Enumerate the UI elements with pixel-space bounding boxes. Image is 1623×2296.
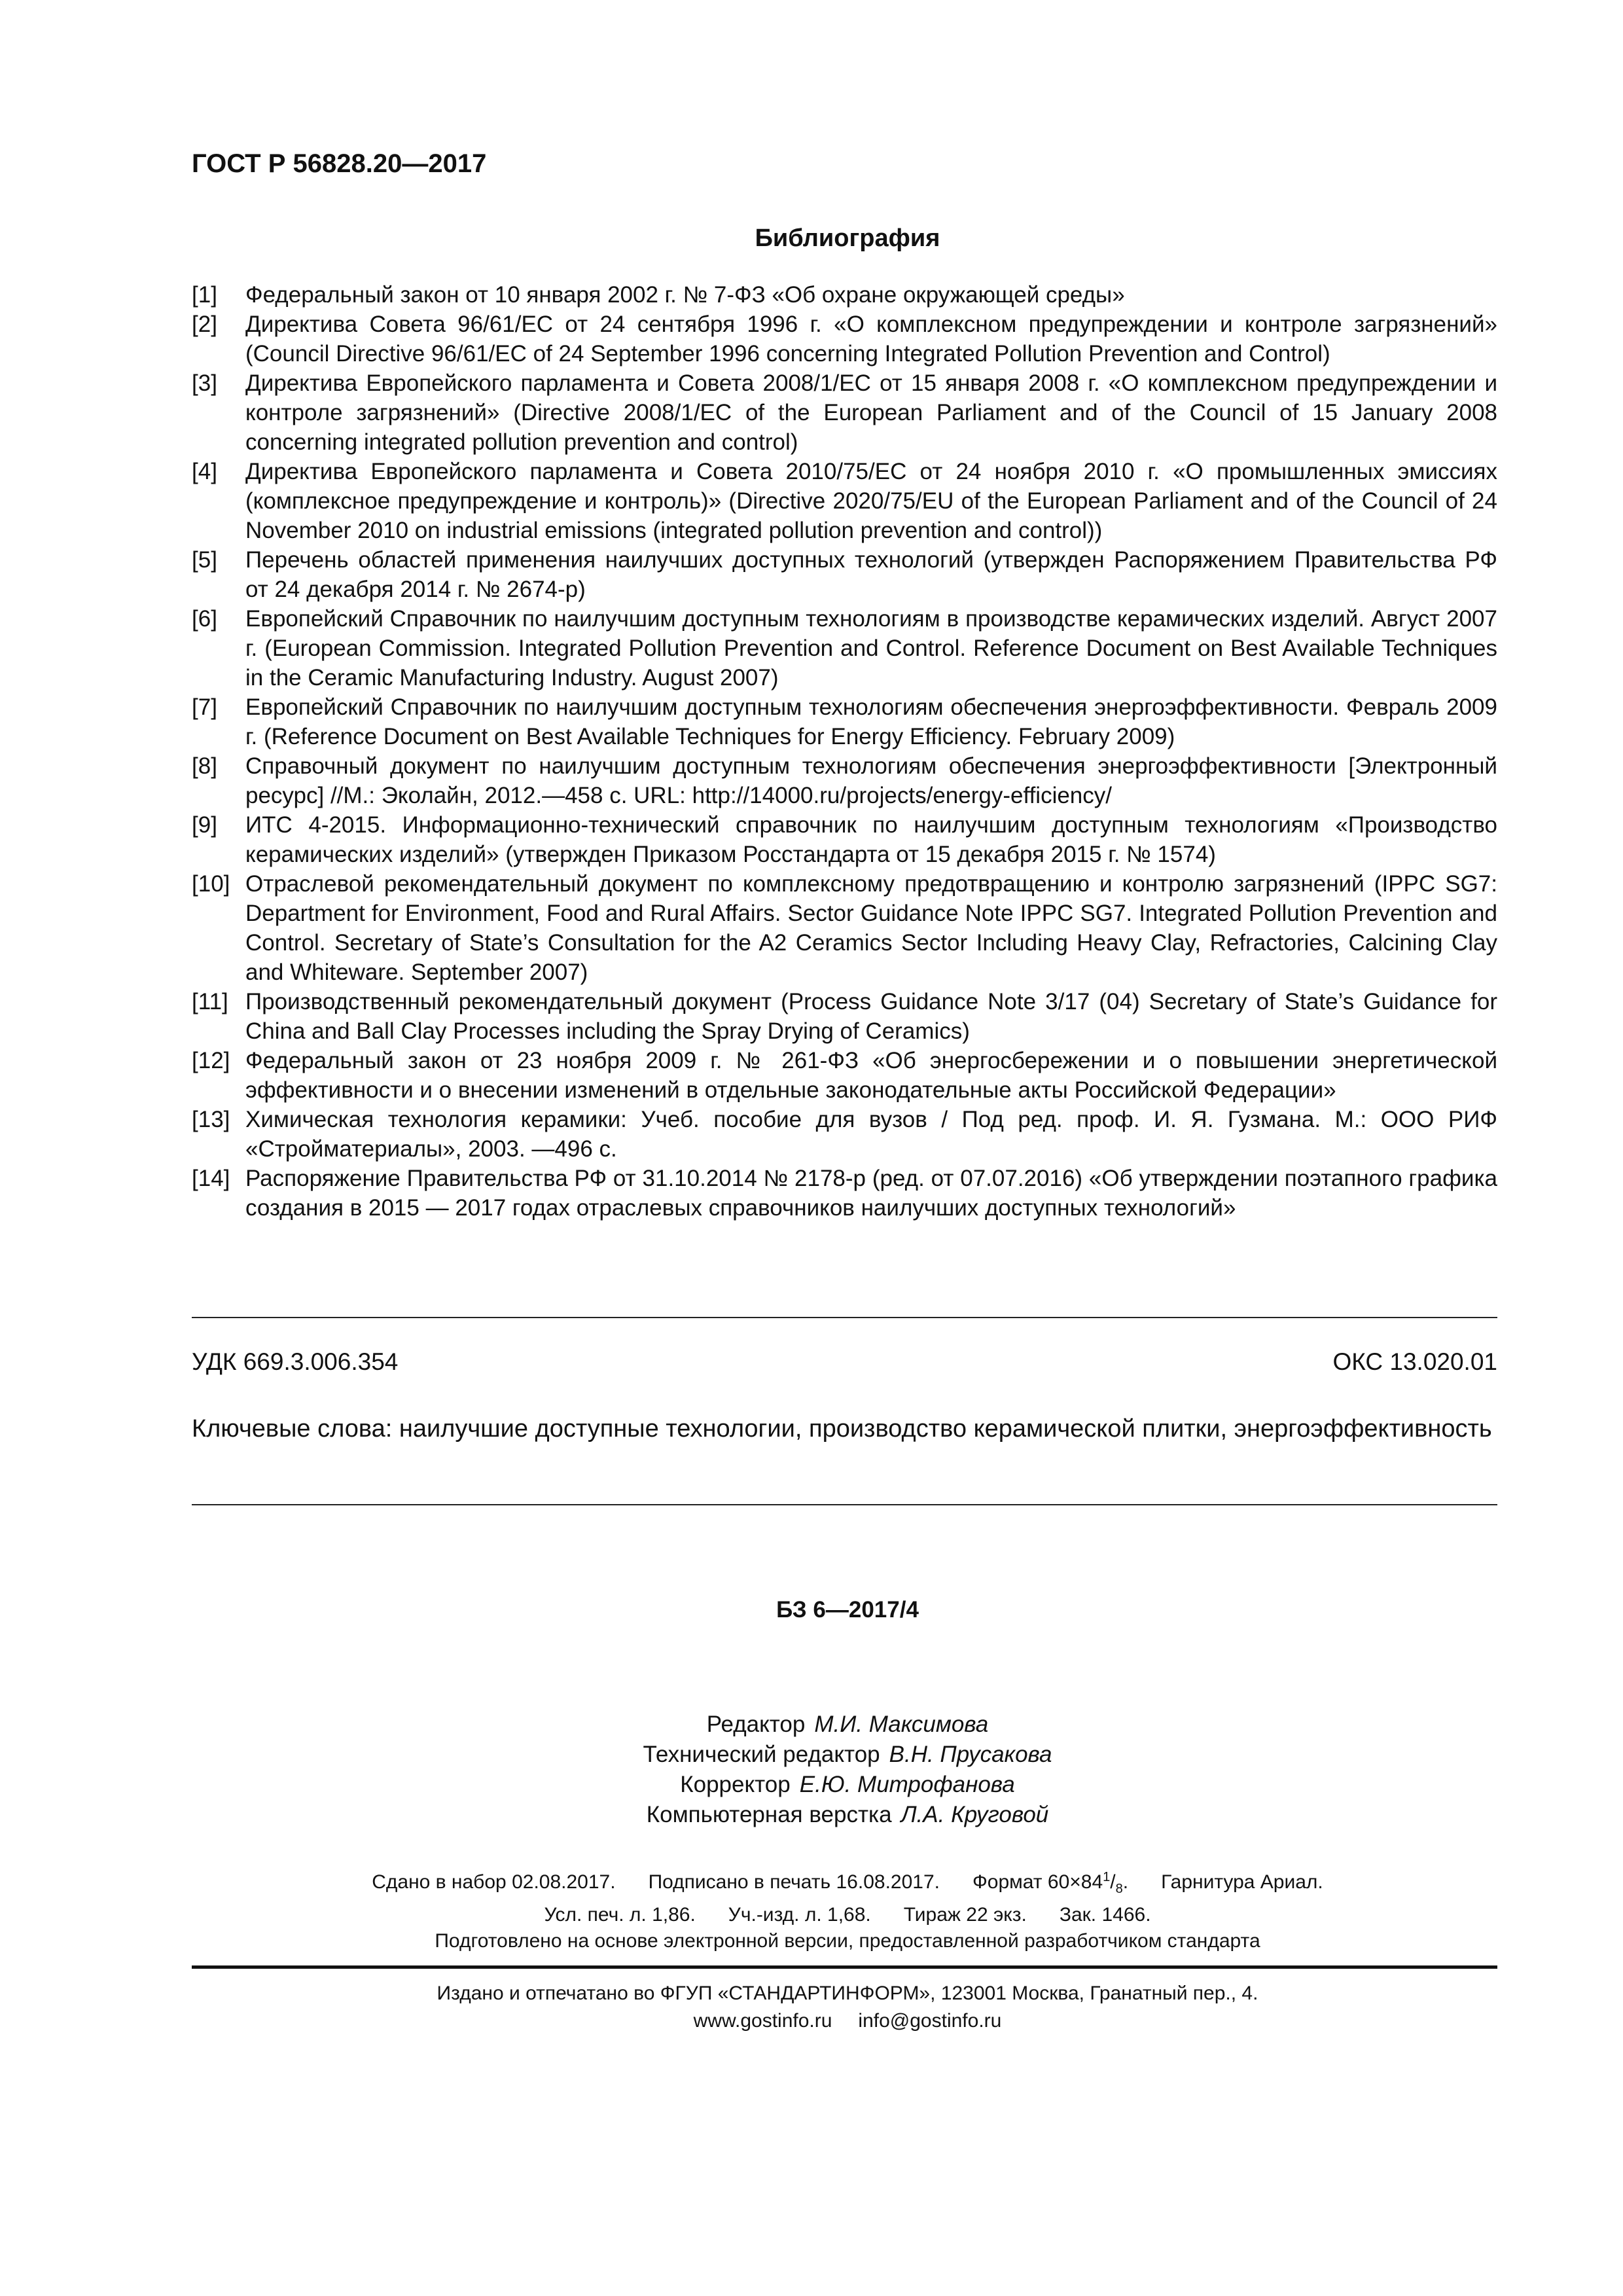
bibliography-item-number: [13] bbox=[192, 1107, 230, 1132]
publisher-contacts bbox=[0, 2007, 1623, 2035]
bibliography-item-text: Перечень областей применения наилучших доступных технологий (утвержден Распоряжением Правительства РФ от 24 декабря 2014 г. № 2674-р) bbox=[245, 547, 1497, 602]
publisher-site[interactable]: www.gostinfo.ru bbox=[693, 2010, 832, 2032]
credit-name: Л.А. Круговой bbox=[901, 1802, 1049, 1827]
imprint-line-2 bbox=[0, 1902, 1623, 1928]
bibliography-item-number: [9] bbox=[192, 812, 217, 838]
bibliography-item bbox=[192, 810, 1497, 869]
credit-line bbox=[0, 1770, 1623, 1800]
imprint-order: Зак. 1466. bbox=[1059, 1904, 1151, 1926]
bibliography-item-text: Производственный рекомендательный документ (Process Guidance Note 3/17 (04) Secretary of State’s Guidance for China and Ball Clay Processes including the Spray Drying of Ceramics) bbox=[245, 989, 1497, 1044]
keywords: Ключевые слова: наилучшие доступные технологии, производство керамической плитки, энергоэффективность bbox=[192, 1415, 1492, 1443]
imprint-sent: Сдано в набор 02.08.2017. bbox=[372, 1871, 616, 1893]
divider-keywords bbox=[192, 1504, 1497, 1505]
imprint-print-sheets: Усл. печ. л. 1,86. bbox=[544, 1904, 696, 1926]
credit-role: Компьютерная верстка bbox=[646, 1802, 892, 1827]
publisher-info bbox=[0, 1980, 1623, 2035]
publisher-email[interactable]: info@gostinfo.ru bbox=[858, 2010, 1002, 2032]
bibliography-item bbox=[192, 604, 1497, 692]
bibliography-item-text: Распоряжение Правительства РФ от 31.10.2014 № 2178-р (ред. от 07.07.2016) «Об утверждении поэтапного графика создания в 2015 — 2017 годах отраслевых справочников наилучших доступных технологий» bbox=[245, 1166, 1497, 1221]
bibliography-item bbox=[192, 751, 1497, 810]
bibliography-item bbox=[192, 1105, 1497, 1164]
udk-code: УДК 669.3.006.354 bbox=[192, 1348, 399, 1375]
bibliography-list bbox=[192, 280, 1497, 1223]
bibliography-item bbox=[192, 1164, 1497, 1223]
bibliography-item-text: Директива Совета 96/61/ЕС от 24 сентября 1996 г. «О комплексном предупреждении и контроле загрязнений» (Council Directive 96/61/EC of 24 September 1996 concerning Integrated Pollution Prevention and Control) bbox=[245, 312, 1497, 367]
imprint-prepared: Подготовлено на основе электронной версии, предоставленной разработчиком стандарта bbox=[435, 1930, 1260, 1952]
bibliography-item bbox=[192, 987, 1497, 1046]
imprint bbox=[0, 1864, 1623, 1954]
bibliography-item-number: [11] bbox=[192, 989, 228, 1014]
bibliography-item bbox=[192, 368, 1497, 457]
bibliography-item-number: [1] bbox=[192, 282, 217, 308]
bibliography-item-number: [12] bbox=[192, 1048, 230, 1073]
bibliography-item-text: Химическая технология керамики: Учеб. пособие для вузов / Под ред. проф. И. Я. Гузмана. М.: ООО РИФ «Стройматериалы», 2003. —496 с. bbox=[245, 1107, 1497, 1162]
bibliography-item-text: Справочный документ по наилучшим доступным технологиям обеспечения энергоэффективности [Электронный ресурс] //М.: Эколайн, 2012.—458 с. URL: http://14000.ru/projects/energy-efficiency/ bbox=[245, 753, 1497, 808]
bibliography-item-text: ИТС 4-2015. Информационно-технический справочник по наилучшим доступным технологиям «Производство керамических изделий» (утвержден Приказом Росстандарта от 15 декабря 2015 г. № 1574) bbox=[245, 812, 1497, 867]
bibliography-item-text: Директива Европейского парламента и Совета 2008/1/ЕС от 15 января 2008 г. «О комплексном предупреждении и контроле загрязнений» (Directive 2008/1/EC of the European Parliament and of the Council of 15 January 2008 concerning integrated pollution prevention and control) bbox=[245, 370, 1497, 455]
publisher-line: Издано и отпечатано во ФГУП «СТАНДАРТИНФОРМ», 123001 Москва, Гранатный пер., 4. bbox=[437, 1982, 1258, 2004]
imprint-line-1 bbox=[0, 1864, 1623, 1902]
divider-publisher bbox=[192, 1965, 1497, 1969]
divider-top bbox=[192, 1317, 1497, 1318]
bibliography-item-number: [10] bbox=[192, 871, 230, 897]
bibliography-item-number: [2] bbox=[192, 312, 217, 337]
bibliography-item-text: Отраслевой рекомендательный документ по комплексному предотвращению и контролю загрязнений (IPPC SG7: Department for Environment, Food and Rural Affairs. Sector Guidance Note IPPC SG7. Integrated Pollution Prevention and Control. Secretary of State’s Consultation for the A2 Ceramics Sector Including Heavy Clay, Refractories, Calcining Clay and Whiteware. September 2007) bbox=[245, 871, 1497, 985]
bibliography-item bbox=[192, 692, 1497, 751]
bibliography-item bbox=[192, 869, 1497, 987]
bibliography-item-text: Федеральный закон от 23 ноября 2009 г. № 261-ФЗ «Об энергосбережении и о повышении энергетической эффективности и о внесении изменений в отдельные законодательные акты Российской Федерации» bbox=[245, 1048, 1497, 1103]
credit-name: М.И. Максимова bbox=[814, 1712, 989, 1737]
bibliography-item-number: [8] bbox=[192, 753, 217, 779]
credit-line bbox=[0, 1800, 1623, 1830]
imprint-pub-sheets: Уч.-изд. л. 1,68. bbox=[728, 1904, 871, 1926]
credit-name: Е.Ю. Митрофанова bbox=[799, 1772, 1015, 1797]
bibliography-item-text: Европейский Справочник по наилучшим доступным технологиям в производстве керамических изделий. Август 2007 г. (European Commission. Integrated Pollution Prevention and Control. Reference Document on Best Available Techniques in the Ceramic Manufacturing Industry. August 2007) bbox=[245, 606, 1497, 691]
bibliography-item-number: [6] bbox=[192, 606, 217, 632]
bibliography-item bbox=[192, 280, 1497, 310]
credit-role: Редактор bbox=[706, 1712, 806, 1737]
bibliography-item-text: Федеральный закон от 10 января 2002 г. № 7-ФЗ «Об охране окружающей среды» bbox=[245, 282, 1125, 308]
credit-name: В.Н. Прусакова bbox=[889, 1742, 1052, 1767]
bibliography-item-text: Директива Европейского парламента и Совета 2010/75/ЕС от 24 ноября 2010 г. «О промышленных эмиссиях (комплексное предупреждение и контроль)» (Directive 2020/75/EU of the European Parliament and of the Council of 24 November 2010 on industrial emissions (integrated pollution prevention and control)) bbox=[245, 459, 1497, 543]
bibliography-item-text: Европейский Справочник по наилучшим доступным технологиям обеспечения энергоэффективности. Февраль 2009 г. (Reference Document on Best Available Techniques for Energy Efficiency. February 2009) bbox=[245, 694, 1497, 749]
bibliography-item-number: [14] bbox=[192, 1166, 230, 1191]
bibliography-item bbox=[192, 545, 1497, 604]
bibliography-item-number: [4] bbox=[192, 459, 217, 484]
bibliography-item bbox=[192, 310, 1497, 368]
document-code: ГОСТ Р 56828.20—2017 bbox=[192, 149, 487, 178]
bz-number: БЗ 6—2017/4 bbox=[776, 1597, 919, 1623]
imprint-signed: Подписано в печать 16.08.2017. bbox=[648, 1871, 940, 1893]
imprint-format: Формат $60\times 84^1/_8$. bbox=[972, 1870, 1129, 1896]
credit-line bbox=[0, 1710, 1623, 1740]
bibliography-item-number: [5] bbox=[192, 547, 217, 573]
bibliography-item bbox=[192, 457, 1497, 545]
editorial-credits bbox=[0, 1710, 1623, 1830]
bibliography-title: Библиография bbox=[755, 224, 940, 252]
bibliography-item-number: [3] bbox=[192, 370, 217, 396]
credit-role: Технический редактор bbox=[643, 1742, 880, 1767]
imprint-font: Гарнитура Ариал. bbox=[1161, 1871, 1323, 1893]
bibliography-item bbox=[192, 1046, 1497, 1105]
credit-role: Корректор bbox=[680, 1772, 791, 1797]
oks-code: ОКС 13.020.01 bbox=[1332, 1348, 1497, 1375]
imprint-run: Тираж 22 экз. bbox=[903, 1904, 1027, 1926]
bibliography-item-number: [7] bbox=[192, 694, 217, 720]
credit-line bbox=[0, 1740, 1623, 1770]
